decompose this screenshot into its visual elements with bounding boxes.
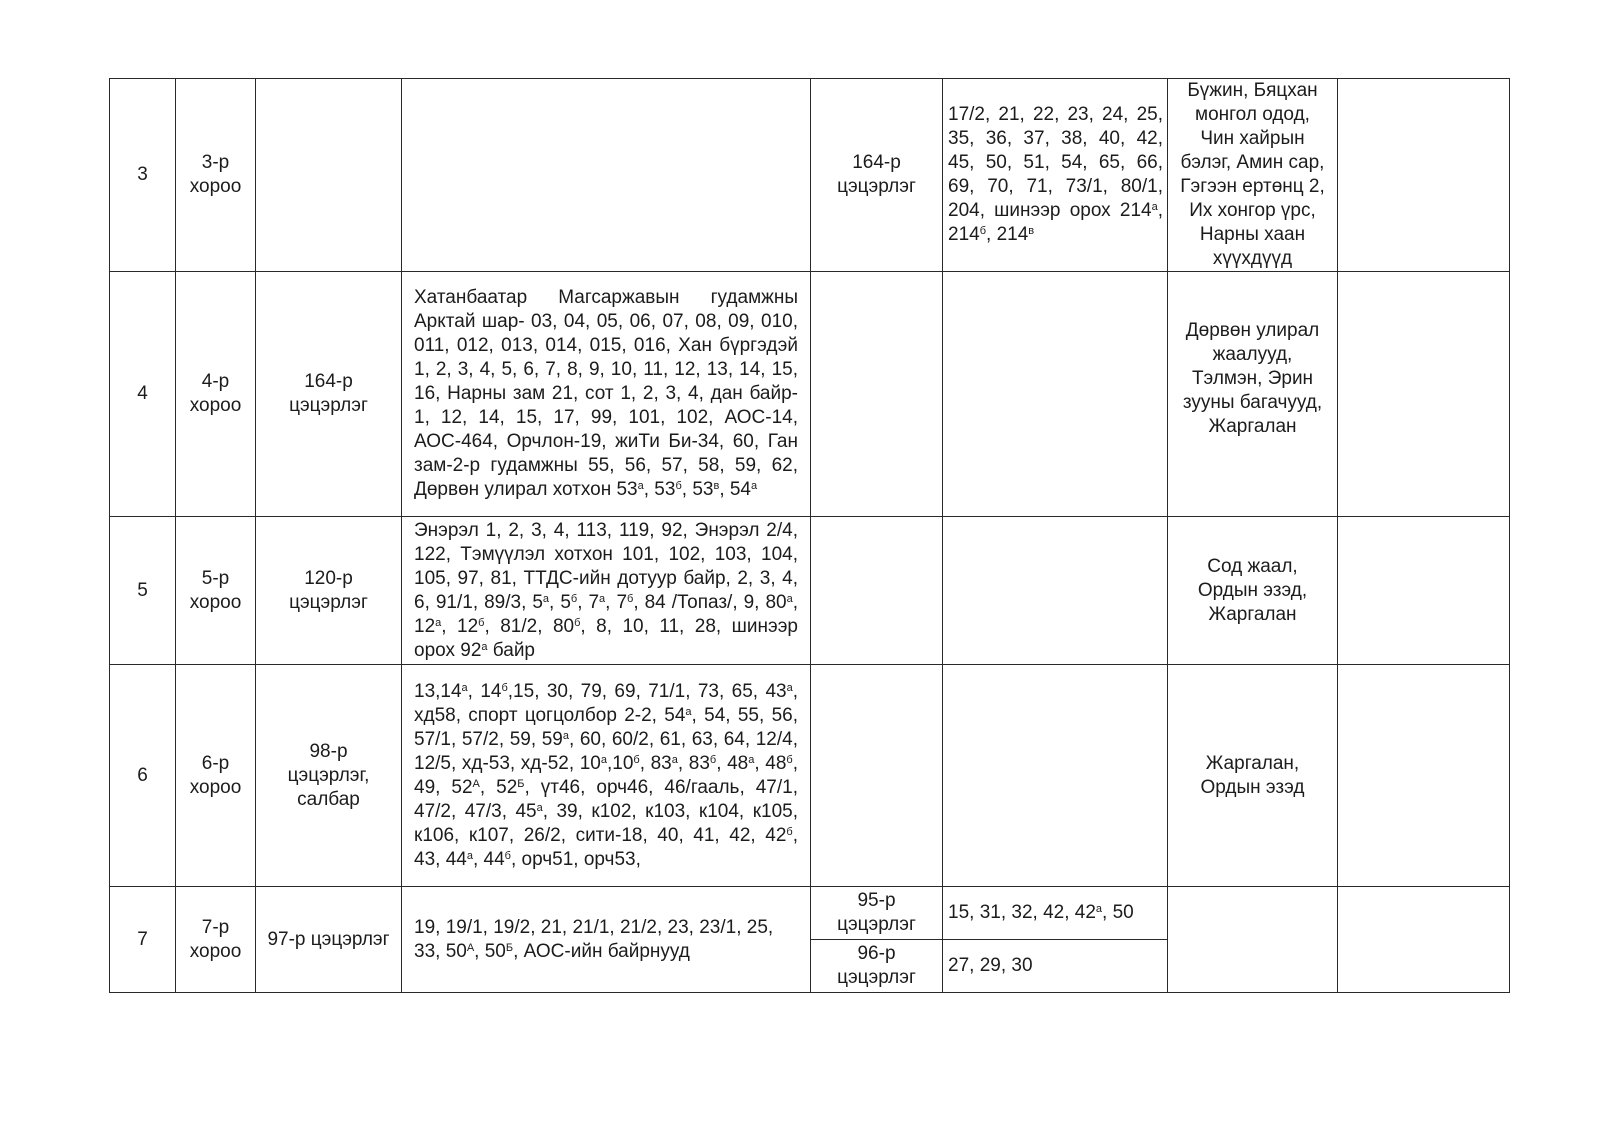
second-kindergarten-cell [811,665,943,887]
khoroo-cell: 3-р хороо [176,79,256,272]
table-row [110,665,1510,887]
kindergarten-names-cell: Бүжин, Бяцхан монгол одод, Чин хайрын бэлэг, Амин сар, Гэгээн ертөнц 2, Их хонгор үрс, Нарны хаан хүүхдүүд [1168,79,1338,272]
khoroo-cell: 5-р хороо [176,517,256,665]
address-line: $214^б$, $214^в$ [948,224,1035,245]
empty-cell [1338,272,1510,517]
khoroo-cell: 4-р хороо [176,272,256,517]
empty-cell [1338,887,1510,993]
second-addresses-cell [943,665,1168,887]
second-addresses-cell [943,272,1168,517]
kindergarten-cell [256,79,402,272]
second-kindergarten-cell: 96-р цэцэрлэг [811,940,943,993]
row-number: 4 [110,272,176,517]
address-line: 69, 70, 71, 73/1, 80/1, [948,176,1163,197]
kindergarten-cell: 120-р цэцэрлэг [256,517,402,665]
second-kindergarten-cell [811,272,943,517]
kindergarten-cell: 98-р цэцэрлэг, салбар [256,665,402,887]
second-addresses-cell [943,517,1168,665]
kindergarten-names-cell: Жаргалан, Ордын эзэд [1168,665,1338,887]
second-kindergarten-cell: 164-р цэцэрлэг [811,79,943,272]
address-line: 35, 36, 37, 38, 40, 42, [948,128,1163,149]
second-addresses-cell: 15, 31, 32, 42, $42^а$, 50 [943,887,1168,940]
empty-cell [1338,517,1510,665]
kindergarten-district-table [109,78,1510,993]
addresses-cell: 19, 19/1, 19/2, 21, 21/1, 21/2, 23, 23/1, 25, 33, $50^А$, $50^Б$, АОС-ийн байрнууд [402,887,811,993]
addresses-cell [402,79,811,272]
row-number: 5 [110,517,176,665]
empty-cell [1338,79,1510,272]
kindergarten-cell: 97-р цэцэрлэг [256,887,402,993]
addresses-cell: Хатанбаатар Магсаржавын гудамжны Арктай шар- 03, 04, 05, 06, 07, 08, 09, 010, 011, 012, 013, 014, 015, 016, Хан бүргэдэй 1, 2, 3, 4, 5, 6, 7, 8, 9, 10, 11, 12, 13, 14, 15, 16, Нарны зам 21, сот 1, 2, 3, 4, дан байр- 1, 12, 14, 15, 17, 99, 101, 102, АОС-14, АОС-464, Орчлон-19, жиТи Би-34, 60, Ган зам-2-р гудамжны 55, 56, 57, 58, 59, 62, Дөрвөн улирал хотхон $53^а$, $53^б$, $53^в$, $54^а$ [402,272,811,517]
kindergarten-names-cell [1168,887,1338,993]
address-line: 17/2, 21, 22, 23, 24, 25, [948,104,1163,125]
row-number: 6 [110,665,176,887]
addresses-cell: $13,14^а$, $14^б,15$, 30, 79, 69, 71/1, 73, 65, $43^а$, хд58, спорт цогцолбор 2-2, $54^а$, 54, 55, 56, 57/1, 57/2, 59, $59^а$, 60, 60/2, 61, 63, 64, 12/4, 12/5, хд-53, хд-52, $10^а,10^б$, $83^а$, $83^б$, $48^а$, $48^б$, 49, $52^А$, $52^Б$, үт46, орч46, 46/гааль, 47/1, 47/2, 47/3, $45^а$, 39, к102, к103, к104, к105, к106, к107, 26/2, сити-18, 40, 41, 42, $42^б$, 43, $44^а$, $44^б$, орч51, орч53, [402,665,811,887]
addresses-cell: Энэрэл 1, 2, 3, 4, 113, 119, 92, Энэрэл 2/4, 122, Тэмүүлэл хотхон 101, 102, 103, 104, 105, 97, 81, ТТДС-ийн дотуур байр, 2, 3, 4, 6, 91/1, 89/3, $5^а$, $5^б$, $7^а$, $7^б$, 84 /Топаз/, 9, $80^а$, $12^а$, $12^б$, 81/2, $80^б$, 8, 10, 11, 28, шинээр орох $92^а$ байр [402,517,811,665]
row-number: 3 [110,79,176,272]
row-number: 7 [110,887,176,993]
table-row [110,517,1510,665]
second-kindergarten-cell [811,517,943,665]
table-row [110,887,1510,940]
table-row [110,272,1510,517]
kindergarten-names-cell: Сод жаал, Ордын эзэд, Жаргалан [1168,517,1338,665]
khoroo-cell: 6-р хороо [176,665,256,887]
empty-cell [1338,665,1510,887]
second-addresses-cell: 27, 29, 30 [943,940,1168,993]
kindergarten-cell: 164-р цэцэрлэг [256,272,402,517]
kindergarten-names-cell: Дөрвөн улирал жаалууд, Тэлмэн, Эрин зууны багачууд, Жаргалан [1168,272,1338,517]
khoroo-cell: 7-р хороо [176,887,256,993]
second-kindergarten-cell: 95-р цэцэрлэг [811,887,943,940]
second-addresses-cell [943,79,1168,272]
address-line: 45, 50, 51, 54, 65, 66, [948,152,1163,173]
table-row [110,79,1510,272]
address-line: 204, шинээр орох $214^а$, [948,200,1163,221]
